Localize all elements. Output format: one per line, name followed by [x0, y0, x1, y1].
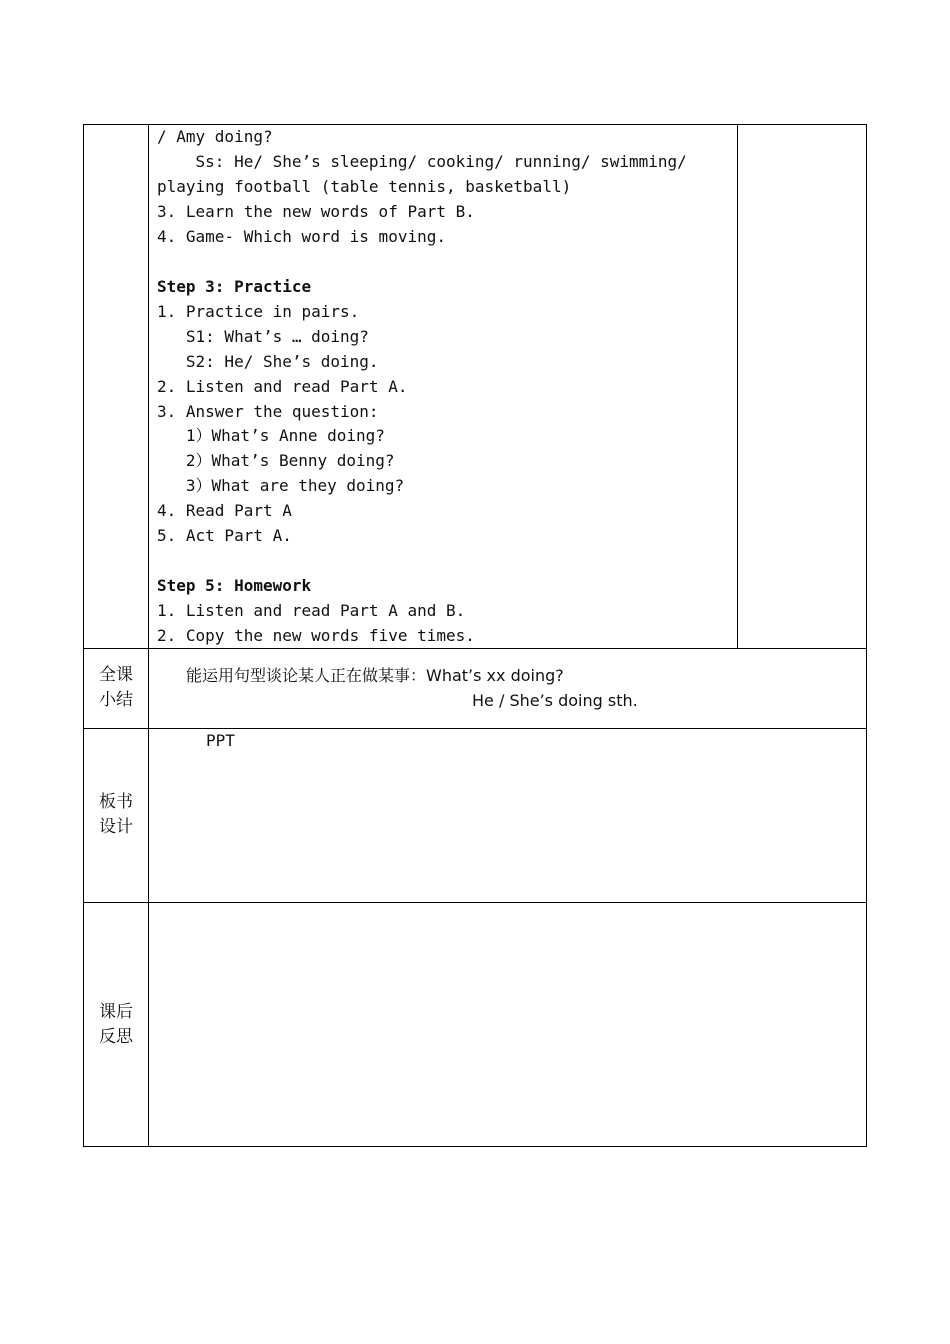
step5-heading: Step 5: Homework: [157, 576, 312, 595]
step3-line: 1. Practice in pairs.: [157, 302, 360, 321]
step3-line: 1）What’s Anne doing?: [157, 426, 385, 445]
reflection-label-line2: 反思: [99, 1027, 133, 1047]
lesson-line: playing football (table tennis, basketball): [157, 177, 572, 196]
step3-line: 2. Listen and read Part A.: [157, 377, 408, 396]
board-design-label-line2: 设计: [99, 817, 133, 837]
board-design-content: PPT: [206, 731, 235, 750]
summary-line2: He / She’s doing sth.: [472, 691, 638, 710]
lesson-line: 4. Game- Which word is moving.: [157, 227, 446, 246]
board-design-label-line1: 板书: [99, 792, 133, 812]
step3-line: 5. Act Part A.: [157, 526, 292, 545]
table-divider-2: [83, 728, 867, 729]
step3-heading: Step 3: Practice: [157, 277, 312, 296]
step3-line: S1: What’s … doing?: [157, 327, 369, 346]
table-divider-3: [83, 902, 867, 903]
lesson-line: 3. Learn the new words of Part B.: [157, 202, 475, 221]
step3-line: S2: He/ She’s doing.: [157, 352, 379, 371]
step5-line: 2. Copy the new words five times.: [157, 626, 475, 645]
reflection-label-line1: 课后: [99, 1002, 133, 1022]
step3-line: 3）What are they doing?: [157, 476, 405, 495]
table-border-bottom: [83, 1146, 867, 1147]
table-border-left: [83, 124, 84, 1147]
table-notes-column-divider: [737, 124, 738, 648]
summary-line1: 能运用句型谈论某人正在做某事：What’s xx doing?: [186, 666, 564, 685]
step5-line: 1. Listen and read Part A and B.: [157, 601, 466, 620]
step3-line: 2）What’s Benny doing?: [157, 451, 395, 470]
lesson-line: Ss: He/ She’s sleeping/ cooking/ running/ swimming/: [157, 152, 687, 171]
table-label-column-divider: [148, 124, 149, 1147]
step3-line: 4. Read Part A: [157, 501, 292, 520]
summary-label-line2: 小结: [99, 690, 133, 710]
summary-label-line1: 全课: [99, 665, 133, 685]
step3-line: 3. Answer the question:: [157, 402, 379, 421]
lesson-line: / Amy doing?: [157, 127, 273, 146]
table-border-right: [866, 124, 867, 1147]
